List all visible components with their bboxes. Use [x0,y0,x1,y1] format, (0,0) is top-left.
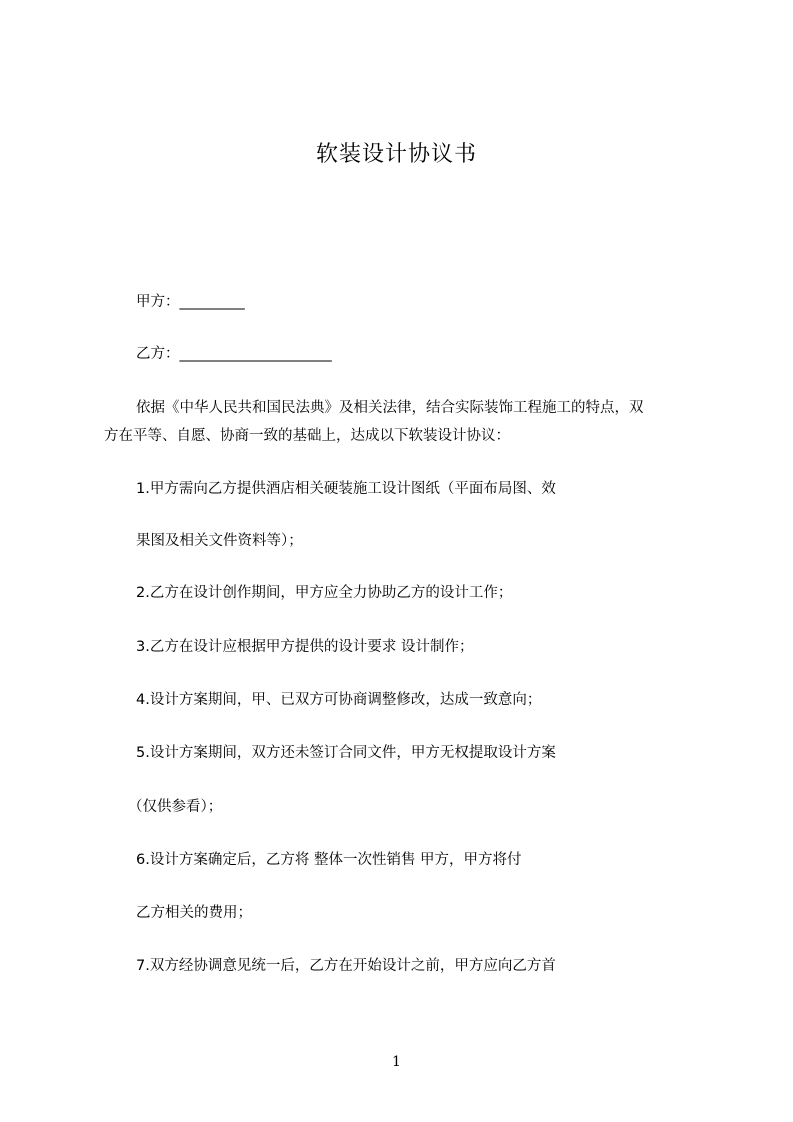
clause-line: 3.乙方在设计应根据甲方提供的设计要求 设计制作； [136,639,474,655]
intro-line-1: 依据《中华人民共和国民法典》及相关法律，结合实际装饰工程施工的特点，双 [136,400,644,416]
party-a-label: 甲方： [136,294,180,310]
party-a-blank: _________ [179,294,245,310]
party-b-blank: _____________________ [179,346,332,362]
intro-line-2: 方在平等、自愿、协商一致的基础上，达成以下软装设计协议： [104,428,510,444]
clause-line: （仅供参看）； [128,799,223,815]
clause-line: 5.设计方案期间，双方还未签订合同文件，甲方无权提取设计方案 [136,745,556,761]
party-b-label: 乙方： [136,346,180,362]
clause-line: 果图及相关文件资料等）； [136,533,303,549]
page-number: 1 [392,1054,401,1070]
document-title: 软装设计协议书 [315,142,477,167]
clause-line: 1.甲方需向乙方提供酒店相关硬装施工设计图纸（平面布局图、效 [136,481,556,497]
clause-line: 6.设计方案确定后，乙方将 整体一次性销售 甲方，甲方将付 [136,852,522,868]
clause-line: 7.双方经协调意见统一后，乙方在开始设计之前，甲方应向乙方首 [136,958,556,974]
party-b-line [136,343,332,365]
clause-line: 4.设计方案期间，甲、已双方可协商调整修改，达成一致意向； [136,692,542,708]
clause-line: 2.乙方在设计创作期间，甲方应全力协助乙方的设计工作； [136,585,513,601]
clause-line: 乙方相关的费用； [136,905,252,921]
party-a-line [136,291,245,313]
